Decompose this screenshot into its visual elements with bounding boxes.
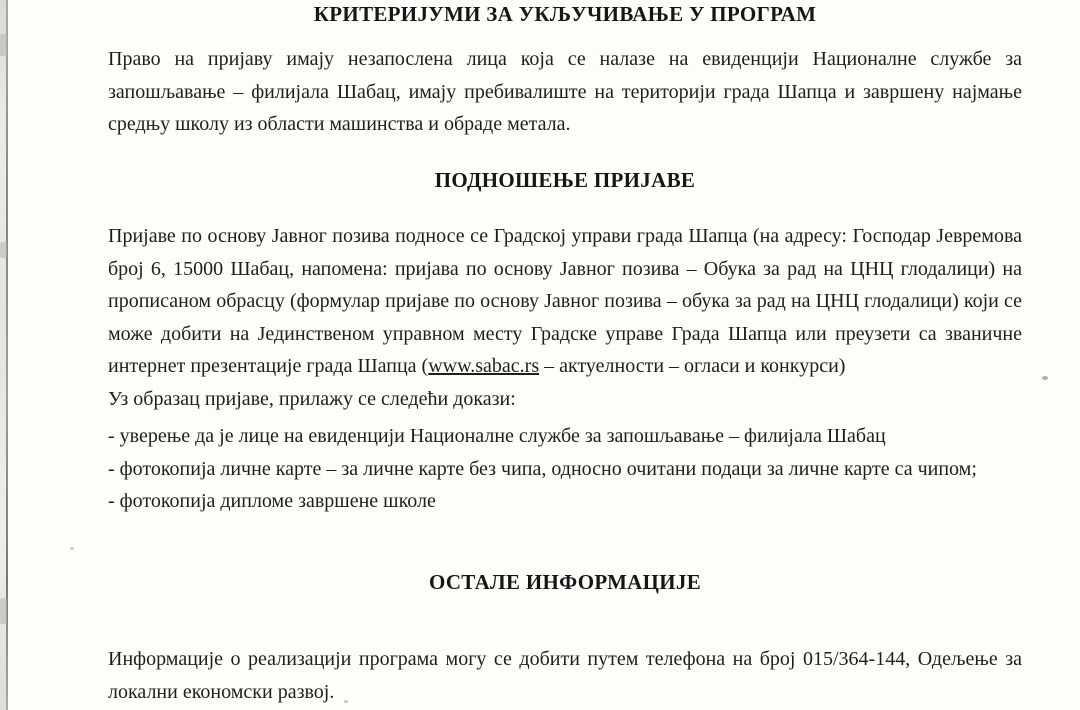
proof-item-diploma-copy: - фотокопија дипломе завршене школе — [108, 490, 436, 512]
heading-submission: ПОДНОШЕЊЕ ПРИЈАВЕ — [434, 168, 696, 192]
attachments-intro: Уз образац пријаве, прилажу се следећи докази: — [108, 388, 516, 410]
scan-speck — [1042, 376, 1048, 380]
submission-text-before-link: Пријаве по основу Јавног позива подносе се Градској управи града Шапца (на адресу: Господар Јевремова број 6, 15000 Шабац, напомена: пријава по основу Јавног позива – Обука за рад на ЦНЦ глодалици) на прописаном обрасцу (формулар пријаве по основу Јавног позива – обука за рад на ЦНЦ глодалици) који се може добити на Јединственом управном месту Градске управе Града Шапца или преузети са званичне интернет презентације града Шапца ( — [108, 225, 1022, 377]
submission-text-after-link: – актуелности – огласи и конкурси) — [539, 355, 846, 377]
scan-smudge — [0, 34, 7, 56]
scan-smudge — [0, 242, 7, 258]
heading-other-info: ОСТАЛЕ ИНФОРМАЦИЈЕ — [428, 570, 702, 594]
paragraph-contact: Информације о реализацији програма могу се добити путем телефона на број 015/364-144, Одељење за локални економски развој. — [108, 648, 1022, 703]
paragraph-eligibility: Право на пријаву имају незапослена лица која се налазе на евиденцији Националне службе за запошљавање – филијала Шабац, имају пребивалиште на територији града Шапца и завршену најмање средњу школу из области машинства и обраде метала. — [108, 48, 1022, 135]
scan-speck — [70, 547, 74, 550]
heading-criteria: КРИТЕРИЈУМИ ЗА УКЉУЧИВАЊЕ У ПРОГРАМ — [313, 2, 817, 26]
sabac-website-link[interactable]: www.sabac.rs — [428, 355, 540, 377]
proof-item-id-card-copy: - фотокопија личне карте – за личне карте без чипа, односно очитани подаци за личне карте са чипом; — [108, 457, 977, 480]
paragraph-submission — [108, 220, 1022, 383]
proof-list — [108, 420, 1022, 518]
scan-smudge — [0, 598, 7, 624]
proof-item-unemployment-certificate: - уверење да је лице на евиденцији Националне службе за запошљавање – филијала Шабац — [108, 425, 886, 447]
